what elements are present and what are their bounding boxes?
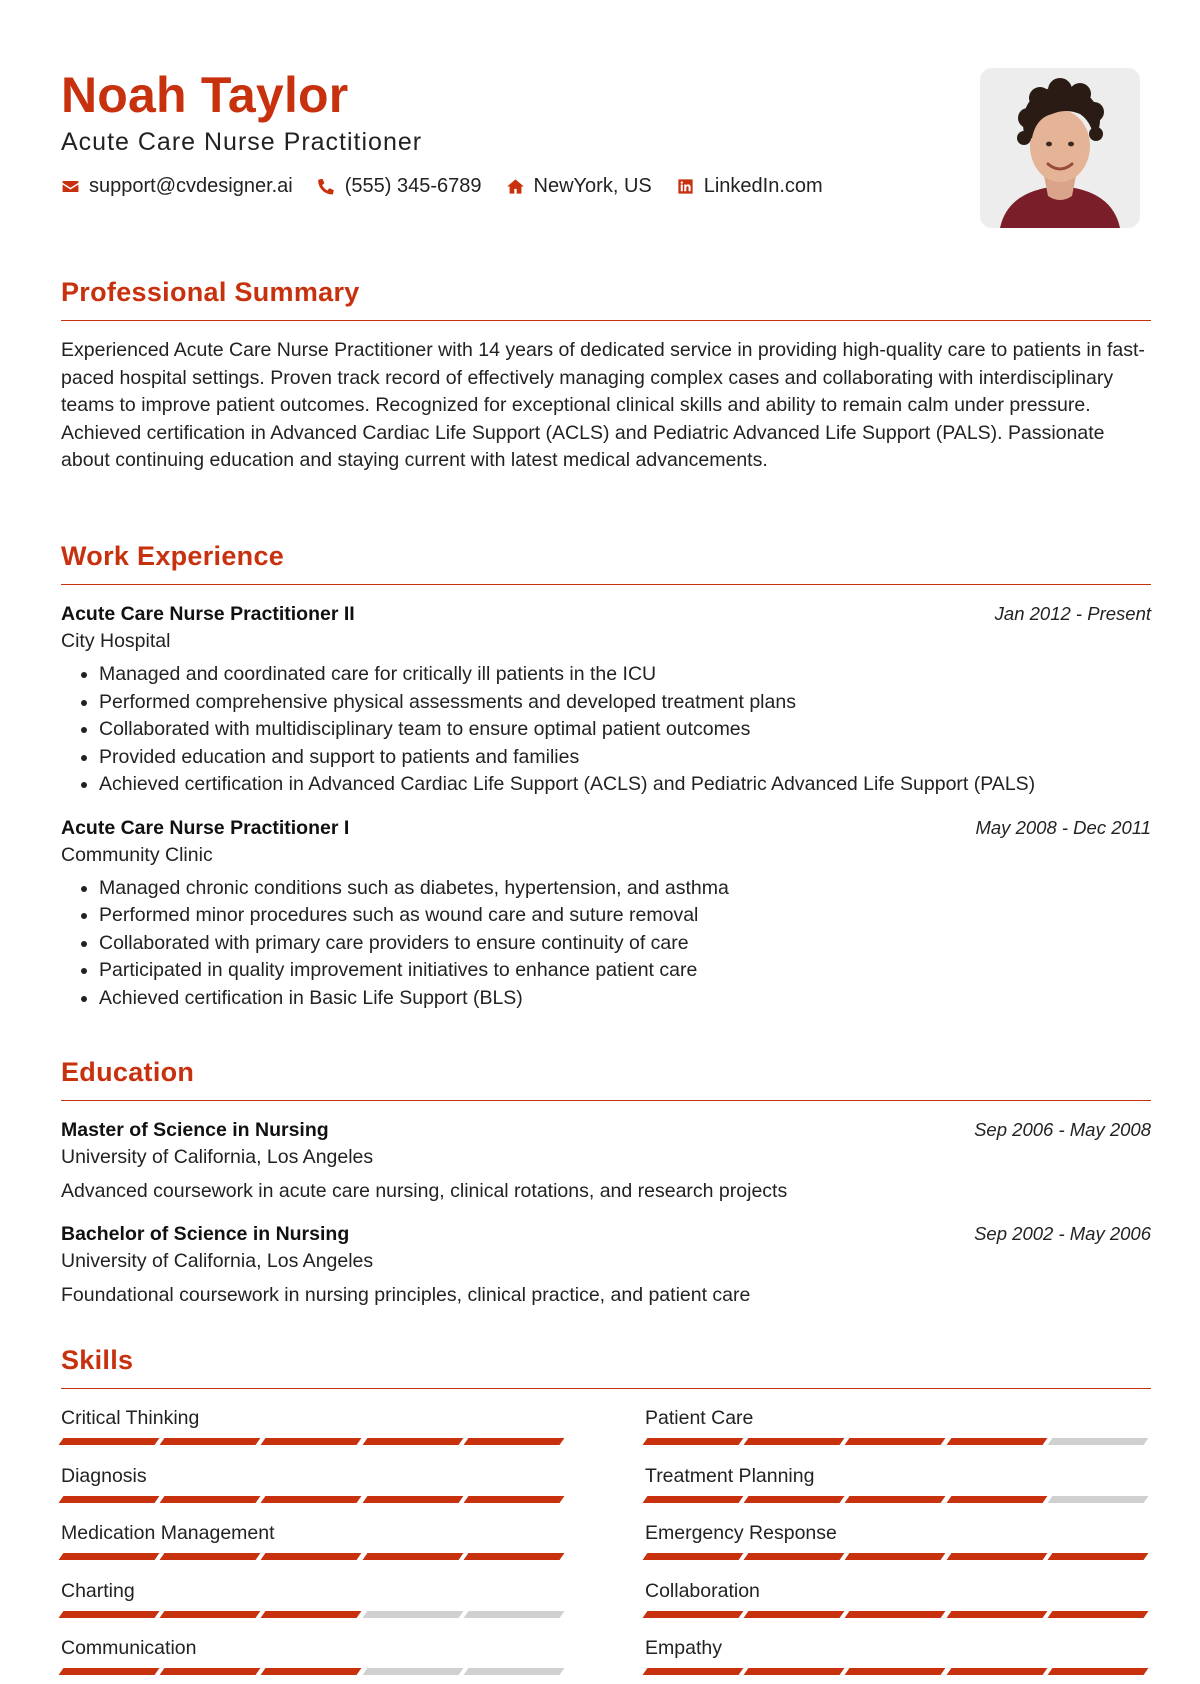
degree-title: Bachelor of Science in Nursing (61, 1223, 350, 1245)
skill-name: Critical Thinking (61, 1407, 200, 1429)
skill-segment-empty (362, 1668, 463, 1675)
contact-location-text: NewYork, US (533, 175, 652, 197)
skill-segment-filled (946, 1438, 1047, 1445)
home-icon (506, 177, 525, 196)
skill-rating (61, 1553, 567, 1560)
education-entry (61, 1221, 1151, 1309)
skill-segment-empty (463, 1668, 564, 1675)
skill-segment-filled (362, 1496, 463, 1503)
skill-segment-filled (744, 1438, 845, 1445)
skill-name: Diagnosis (61, 1464, 147, 1487)
skills-grid (61, 1405, 1151, 1684)
skill-segment-filled (744, 1496, 845, 1503)
job-bullet: • Achieved certification in Advanced Cardiac Life Support (ACLS) and Pediatric Advanced Life Support (PALS) (99, 771, 1151, 799)
job-bullet: • Managed chronic conditions such as diabetes, hypertension, and asthma (99, 875, 1151, 903)
education-description: Foundational coursework in nursing principles, clinical practice, and patient care (61, 1284, 751, 1306)
school-name: University of California, Los Angeles (61, 1250, 374, 1272)
envelope-icon (61, 177, 80, 196)
skill-segment-empty (1047, 1496, 1148, 1503)
skill-item (61, 1520, 567, 1578)
skill-segment-filled (845, 1611, 946, 1618)
skill-segment-filled (1047, 1668, 1148, 1675)
job-title: Acute Care Nurse Practitioner II (61, 603, 355, 625)
skill-rating (645, 1496, 1151, 1503)
skill-segment-filled (643, 1496, 744, 1503)
skill-segment-filled (160, 1668, 261, 1675)
candidate-name: Noah Taylor (61, 67, 349, 123)
skill-segment-filled (59, 1611, 160, 1618)
job-company: City Hospital (61, 630, 171, 652)
job-bullet: • Performed comprehensive physical assessments and developed treatment plans (99, 689, 1151, 717)
skill-name: Patient Care (645, 1407, 754, 1429)
profile-photo (980, 68, 1140, 228)
skill-segment-filled (261, 1611, 362, 1618)
job-company: Community Clinic (61, 843, 213, 866)
skill-segment-filled (59, 1553, 160, 1560)
skill-name: Communication (61, 1637, 197, 1659)
skill-segment-filled (845, 1668, 946, 1675)
job-bullet: • Collaborated with multidisciplinary team to ensure optimal patient outcomes (99, 716, 1151, 744)
skill-segment-filled (744, 1553, 845, 1560)
skill-item (61, 1635, 567, 1684)
job-entry (61, 815, 1151, 1013)
experience-section (61, 541, 1151, 1012)
skill-segment-filled (1047, 1553, 1148, 1560)
skill-segment-filled (643, 1668, 744, 1675)
skill-segment-filled (160, 1611, 261, 1618)
contact-linkedin[interactable] (676, 175, 823, 198)
skill-name: Empathy (645, 1637, 722, 1659)
skill-segment-filled (261, 1668, 362, 1675)
skill-item (645, 1578, 1151, 1636)
education-dates: Sep 2002 - May 2006 (974, 1223, 1151, 1244)
candidate-title: Acute Care Nurse Practitioner (61, 128, 423, 156)
skill-segment-filled (59, 1496, 160, 1503)
skill-item (61, 1578, 567, 1636)
job-title: Acute Care Nurse Practitioner I (61, 816, 350, 839)
skill-segment-filled (643, 1438, 744, 1445)
job-bullets (61, 661, 1151, 799)
job-bullet: • Collaborated with primary care providers to ensure continuity of care (99, 930, 1151, 958)
skill-segment-filled (463, 1553, 564, 1560)
linkedin-icon (676, 177, 695, 196)
skill-segment-filled (261, 1553, 362, 1560)
job-dates: Jan 2012 - Present (994, 603, 1151, 624)
skill-rating (645, 1553, 1151, 1560)
skill-item (61, 1405, 567, 1463)
skill-name: Emergency Response (645, 1522, 837, 1544)
skill-rating (645, 1611, 1151, 1618)
skill-rating (61, 1611, 567, 1618)
job-bullet: • Managed and coordinated care for critically ill patients in the ICU (99, 661, 1151, 689)
job-bullet: • Performed minor procedures such as wound care and suture removal (99, 902, 1151, 930)
skill-item (645, 1405, 1151, 1463)
skill-segment-empty (1047, 1438, 1148, 1445)
experience-heading: Work Experience (61, 541, 1151, 585)
skill-segment-filled (744, 1611, 845, 1618)
skill-segment-filled (362, 1438, 463, 1445)
education-entry (61, 1117, 1151, 1205)
skill-segment-empty (362, 1611, 463, 1618)
skill-name: Medication Management (61, 1522, 275, 1544)
job-bullet: • Achieved certification in Basic Life Support (BLS) (99, 985, 1151, 1013)
skill-segment-filled (59, 1668, 160, 1675)
skill-segment-filled (946, 1496, 1047, 1503)
education-dates: Sep 2006 - May 2008 (974, 1119, 1151, 1140)
education-description: Advanced coursework in acute care nursing, clinical rotations, and research projects (61, 1180, 788, 1202)
job-bullet: • Provided education and support to patients and families (99, 744, 1151, 772)
phone-icon (317, 177, 336, 196)
skill-segment-filled (643, 1611, 744, 1618)
avatar (980, 68, 1140, 228)
skill-rating (61, 1668, 567, 1675)
skill-segment-filled (261, 1496, 362, 1503)
job-bullet: • Participated in quality improvement initiatives to enhance patient care (99, 957, 1151, 985)
skill-segment-filled (160, 1496, 261, 1503)
skill-segment-filled (946, 1553, 1047, 1560)
skill-item (61, 1463, 567, 1521)
resume-header (61, 66, 961, 198)
skill-name: Collaboration (645, 1579, 760, 1602)
job-dates: May 2008 - Dec 2011 (975, 816, 1151, 838)
skill-name: Treatment Planning (645, 1464, 815, 1487)
skills-section (61, 1345, 1151, 1684)
skill-segment-filled (59, 1438, 160, 1445)
skill-segment-filled (463, 1438, 564, 1445)
contact-phone[interactable] (317, 175, 482, 198)
skill-name: Charting (61, 1579, 135, 1602)
summary-section (61, 277, 1151, 475)
skill-segment-filled (946, 1611, 1047, 1618)
skill-segment-empty (463, 1611, 564, 1618)
contact-location (506, 175, 652, 198)
skill-segment-filled (463, 1496, 564, 1503)
contact-row (61, 175, 961, 198)
summary-text: Experienced Acute Care Nurse Practitioner with 14 years of dedicated service in providing high-quality care to patients in fast-paced hospital settings. Proven track record of effectively managing complex cases and collaborating with interdisciplinary teams to improve patient outcomes. Recognized for exceptional clinical skills and ability to remain calm under pressure. Achieved certification in Advanced Cardiac Life Support (ACLS) and Pediatric Advanced Life Support (PALS). Passionate about continuing education and staying current with latest medical advancements. (61, 339, 1145, 471)
skill-segment-filled (845, 1438, 946, 1445)
skill-segment-filled (845, 1496, 946, 1503)
job-bullets (61, 875, 1151, 1013)
skill-segment-filled (1047, 1611, 1148, 1618)
contact-linkedin-text: LinkedIn.com (703, 175, 823, 197)
skill-segment-filled (845, 1553, 946, 1560)
skill-item (645, 1635, 1151, 1684)
skill-segment-filled (261, 1438, 362, 1445)
skill-segment-filled (946, 1668, 1047, 1675)
education-section (61, 1057, 1151, 1309)
skill-rating (645, 1438, 1151, 1445)
contact-email[interactable] (61, 175, 293, 198)
skill-segment-filled (744, 1668, 845, 1675)
skill-rating (61, 1496, 567, 1503)
skill-segment-filled (643, 1553, 744, 1560)
skill-item (645, 1520, 1151, 1578)
skill-segment-filled (362, 1553, 463, 1560)
skill-item (645, 1463, 1151, 1521)
school-name: University of California, Los Angeles (61, 1146, 374, 1168)
skills-heading: Skills (61, 1345, 1151, 1389)
skill-segment-filled (160, 1553, 261, 1560)
summary-heading: Professional Summary (61, 277, 1151, 321)
contact-email-text: support@cvdesigner.ai (89, 175, 293, 197)
contact-phone-text: (555) 345-6789 (344, 175, 482, 197)
degree-title: Master of Science in Nursing (61, 1119, 329, 1141)
skill-segment-filled (160, 1438, 261, 1445)
education-heading: Education (61, 1057, 1151, 1101)
skill-rating (61, 1438, 567, 1445)
skill-rating (645, 1668, 1151, 1675)
job-entry (61, 601, 1151, 799)
